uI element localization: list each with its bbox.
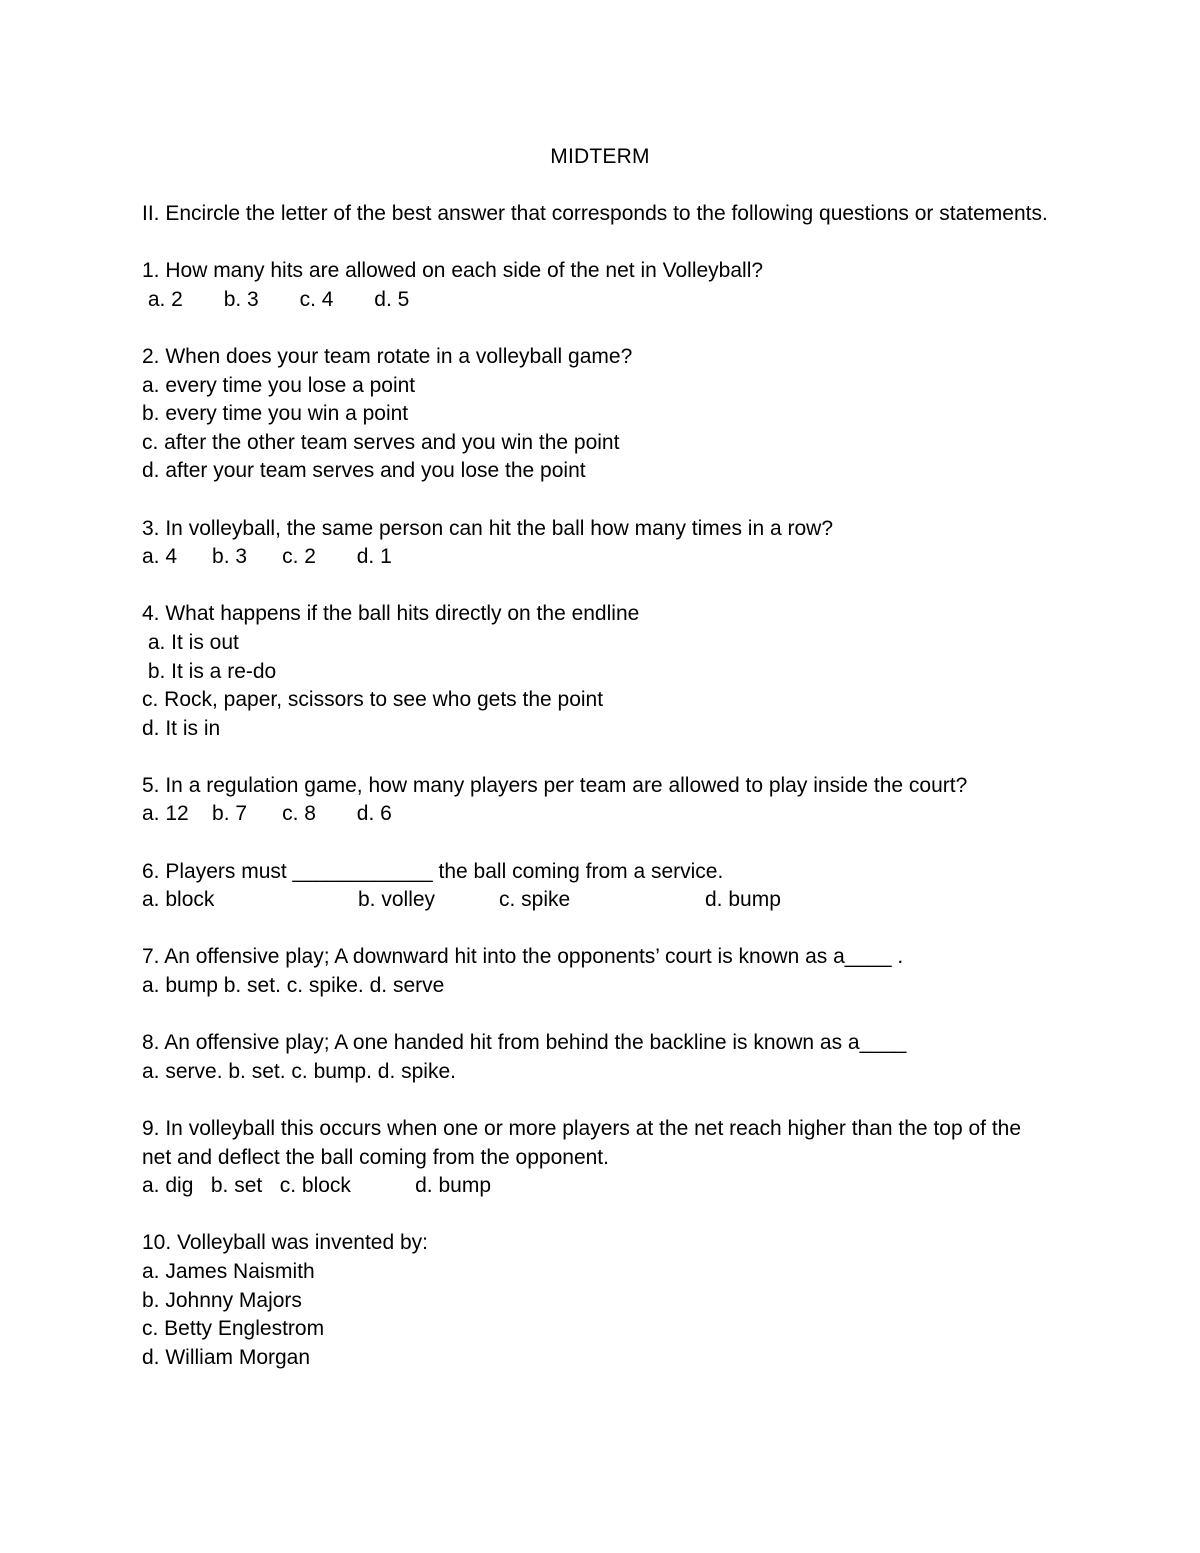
question-text: 6. Players must ____________ the ball coming from a service. bbox=[142, 859, 724, 883]
question-1 bbox=[142, 257, 1072, 314]
answer-option-d[interactable]: d. bump bbox=[705, 888, 781, 912]
question-text: 5. In a regulation game, how many players per team are allowed to play inside the court? bbox=[142, 773, 968, 797]
question-4 bbox=[142, 600, 1072, 743]
exam-body bbox=[142, 200, 1072, 1372]
question-5 bbox=[142, 772, 1072, 829]
question-text-line-1: 9. In volleyball this occurs when one or more players at the net reach higher than the top of the bbox=[142, 1117, 1022, 1140]
answer-options[interactable]: a. bump b. set. c. spike. d. serve bbox=[142, 974, 445, 998]
question-9 bbox=[142, 1115, 1072, 1201]
question-text: 1. How many hits are allowed on each side of the net in Volleyball? bbox=[142, 259, 764, 283]
answer-option-c[interactable]: c. Betty Englestrom bbox=[142, 1317, 325, 1341]
answer-option-b[interactable]: b. volley bbox=[358, 888, 436, 912]
answer-option-d[interactable]: d. after your team serves and you lose the point bbox=[142, 459, 586, 483]
question-6 bbox=[142, 858, 1072, 915]
answer-option-b[interactable]: b. every time you win a point bbox=[142, 402, 409, 426]
answer-option-b[interactable]: b. Johnny Majors bbox=[142, 1288, 302, 1312]
answer-option-a[interactable]: a. It is out bbox=[142, 630, 239, 654]
question-text: 10. Volleyball was invented by: bbox=[142, 1231, 429, 1255]
answer-option-a[interactable]: a. every time you lose a point bbox=[142, 373, 416, 397]
question-2 bbox=[142, 343, 1072, 486]
question-text-line-2: net and deflect the ball coming from the opponent. bbox=[142, 1145, 609, 1169]
answer-option-c[interactable]: c. after the other team serves and you win the point bbox=[142, 430, 620, 454]
answer-option-a[interactable]: a. block bbox=[142, 888, 215, 912]
question-text: 4. What happens if the ball hits directly on the endline bbox=[142, 602, 640, 626]
question-3 bbox=[142, 515, 1072, 572]
question-7 bbox=[142, 943, 1072, 1000]
question-text: 8. An offensive play; A one handed hit from behind the backline is known as a____ bbox=[142, 1031, 907, 1055]
question-8 bbox=[142, 1029, 1072, 1086]
answer-options[interactable]: a. serve. b. set. c. bump. d. spike. bbox=[142, 1059, 456, 1083]
answer-options[interactable]: a. 12 b. 7 c. 8 d. 6 bbox=[142, 802, 392, 826]
question-text: 3. In volleyball, the same person can hit the ball how many times in a row? bbox=[142, 516, 834, 540]
answer-options bbox=[142, 886, 1072, 915]
answer-options[interactable]: a. 4 b. 3 c. 2 d. 1 bbox=[142, 545, 392, 569]
answer-option-b[interactable]: b. It is a re-do bbox=[142, 659, 277, 683]
answer-option-d[interactable]: d. William Morgan bbox=[142, 1345, 311, 1369]
question-text: 7. An offensive play; A downward hit into the opponents’ court is known as a____ . bbox=[142, 945, 904, 969]
question-text: 2. When does your team rotate in a volleyball game? bbox=[142, 344, 633, 368]
instructions: II. Encircle the letter of the best answer that corresponds to the following questions or statements. bbox=[142, 202, 1048, 225]
page-title: MIDTERM bbox=[550, 145, 650, 168]
answer-options[interactable]: a. 2 b. 3 c. 4 d. 5 bbox=[142, 287, 410, 311]
question-10 bbox=[142, 1229, 1072, 1372]
answer-option-c[interactable]: c. spike bbox=[499, 888, 571, 912]
answer-option-d[interactable]: d. It is in bbox=[142, 716, 221, 740]
answer-option-c[interactable]: c. Rock, paper, scissors to see who gets the point bbox=[142, 688, 604, 712]
answer-option-a[interactable]: a. James Naismith bbox=[142, 1259, 315, 1283]
answer-options[interactable]: a. dig b. set c. block d. bump bbox=[142, 1174, 491, 1198]
